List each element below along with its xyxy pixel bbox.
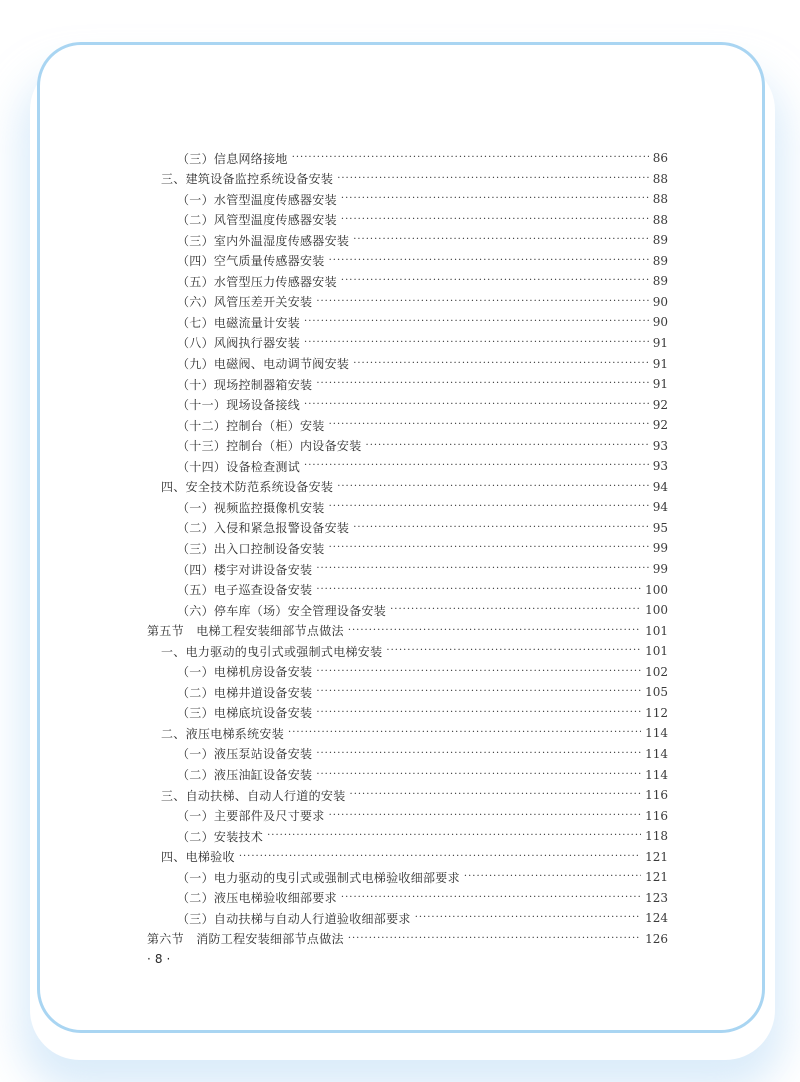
toc-entry-page: 126 — [645, 931, 668, 946]
toc-entry-page: 90 — [652, 315, 668, 330]
toc-entry-title: （二）电梯井道设备安装 — [177, 685, 313, 700]
dot-leader — [304, 315, 649, 329]
toc-entry-title: （六）停车库（场）安全管理设备安装 — [177, 603, 387, 618]
toc-entry-page: 91 — [652, 356, 668, 371]
toc-entry-page: 100 — [645, 603, 668, 618]
dot-leader — [304, 398, 649, 412]
toc-entry — [177, 559, 668, 579]
toc-entry — [147, 621, 668, 641]
dot-leader — [337, 172, 649, 186]
toc-entry-title: （十四）设备检查测试 — [177, 459, 301, 474]
toc-entry-title: （七）电磁流量计安装 — [177, 315, 301, 330]
toc-entry-page: 88 — [652, 192, 668, 207]
toc-entry — [177, 538, 668, 558]
toc-entry-page: 88 — [652, 212, 668, 227]
dot-leader — [316, 665, 641, 679]
toc-entry-title: 第六节 消防工程安装细部节点做法 — [147, 932, 344, 947]
toc-entry — [161, 169, 668, 189]
toc-entry — [177, 374, 668, 394]
dot-leader — [353, 521, 649, 535]
toc-entry-title: （十）现场控制器箱安装 — [177, 377, 313, 392]
dot-leader — [316, 377, 648, 391]
toc-entry — [177, 806, 668, 826]
toc-entry-page: 114 — [645, 767, 668, 782]
toc-entry-page: 92 — [652, 397, 668, 412]
toc-entry-page: 124 — [645, 911, 668, 926]
toc-entry-title: （一）水管型温度传感器安装 — [177, 192, 337, 207]
toc-entry — [177, 456, 668, 476]
toc-entry-title: 四、安全技术防范系统设备安装 — [161, 480, 334, 495]
toc-entry — [177, 497, 668, 517]
dot-leader — [353, 233, 649, 247]
toc-entry — [177, 251, 668, 271]
toc-entry-page: 105 — [645, 685, 668, 700]
toc-entry — [147, 929, 668, 949]
toc-entry-title: （三）自动扶梯与自动人行道验收细部要求 — [177, 911, 411, 926]
toc-entry-title: （二）液压电梯验收细部要求 — [177, 891, 337, 906]
dot-leader — [329, 254, 649, 268]
toc-entry — [177, 826, 668, 846]
dot-leader — [341, 891, 641, 905]
toc-entry-page: 123 — [645, 890, 668, 905]
toc-entry-title: （三）信息网络接地 — [177, 151, 288, 166]
toc-entry-title: （二）入侵和紧急报警设备安装 — [177, 521, 350, 536]
toc-entry — [177, 908, 668, 928]
dot-leader — [415, 911, 641, 925]
toc-entry-page: 118 — [645, 829, 668, 844]
toc-entry-title: （六）风管压差开关安装 — [177, 295, 313, 310]
toc-entry — [177, 230, 668, 250]
dot-leader — [464, 870, 641, 884]
toc-entry-page: 99 — [652, 541, 668, 556]
dot-leader — [316, 706, 641, 720]
dot-leader — [337, 480, 649, 494]
toc-entry — [161, 723, 668, 743]
toc-entry — [161, 785, 668, 805]
toc-entry — [177, 210, 668, 230]
toc-entry-title: 四、电梯验收 — [161, 850, 235, 865]
dot-leader — [316, 768, 641, 782]
toc-entry-page: 101 — [645, 623, 668, 638]
toc-entry — [177, 867, 668, 887]
toc-entry — [177, 312, 668, 332]
toc-entry — [177, 682, 668, 702]
page-number-folio: ·8· — [147, 952, 175, 966]
toc-entry-page: 92 — [652, 418, 668, 433]
toc-entry-title: （二）液压油缸设备安装 — [177, 768, 313, 782]
toc-entry — [161, 641, 668, 661]
dot-leader — [353, 357, 649, 371]
toc-entry — [177, 662, 668, 682]
toc-entry — [177, 415, 668, 435]
toc-entry-title: （二）风管型温度传感器安装 — [177, 213, 337, 228]
dot-leader — [341, 213, 649, 227]
toc-entry-title: （三）出入口控制设备安装 — [177, 541, 325, 556]
toc-entry-title: 二、液压电梯系统安装 — [161, 726, 285, 741]
toc-entry-page: 95 — [652, 520, 668, 535]
dot-leader — [288, 726, 641, 740]
dot-leader — [304, 459, 649, 473]
toc-entry-page: 102 — [645, 664, 668, 679]
dot-leader — [386, 644, 641, 658]
toc-entry-page: 99 — [652, 562, 668, 576]
toc-entry-title: （十三）控制台（柜）内设备安装 — [177, 439, 362, 454]
toc-entry-title: （一）液压泵站设备安装 — [177, 747, 313, 762]
dot-leader — [341, 192, 649, 206]
toc-entry-title: （四）空气质量传感器安装 — [177, 254, 325, 269]
dot-leader — [390, 603, 641, 617]
dot-leader — [348, 624, 641, 638]
toc-entry-page: 90 — [652, 294, 668, 309]
toc-entry-title: 第五节 电梯工程安装细部节点做法 — [147, 624, 344, 639]
toc-entry-title: （八）风阀执行器安装 — [177, 336, 301, 351]
dot-leader — [316, 583, 641, 597]
toc-entry-page: 121 — [645, 870, 668, 885]
toc-entry-page: 112 — [645, 705, 668, 720]
dot-leader — [329, 541, 649, 555]
toc-entry-page: 114 — [645, 746, 668, 761]
toc-entry-title: （三）电梯底坑设备安装 — [177, 706, 313, 721]
toc-entry — [177, 395, 668, 415]
dot-leader — [341, 274, 649, 288]
dot-leader — [316, 562, 648, 576]
toc-entry-page: 93 — [652, 459, 668, 474]
toc-entry — [177, 148, 668, 168]
toc-entry-page: 89 — [652, 274, 668, 289]
toc-entry — [161, 477, 668, 497]
toc-entry-page: 121 — [645, 849, 668, 864]
toc-entry-title: （四）楼宇对讲设备安装 — [177, 562, 313, 577]
toc-entry-title: 三、建筑设备监控系统设备安装 — [161, 172, 334, 187]
dot-leader — [304, 336, 649, 350]
toc-entry-page: 91 — [652, 377, 668, 392]
dot-leader — [292, 151, 649, 165]
toc-entry-page: 89 — [652, 233, 668, 248]
toc-entry — [161, 847, 668, 867]
toc-entry-page: 100 — [645, 582, 668, 597]
toc-entry-page: 88 — [652, 171, 668, 186]
toc-entry — [177, 888, 668, 908]
toc-entry-title: （九）电磁阀、电动调节阀安装 — [177, 357, 350, 371]
toc-entry — [177, 436, 668, 456]
toc-entry — [177, 765, 668, 785]
toc-entry — [177, 744, 668, 764]
dot-leader — [350, 788, 642, 802]
toc-entry-page: 86 — [652, 151, 668, 165]
toc-entry-title: （五）水管型压力传感器安装 — [177, 274, 337, 289]
dot-leader — [316, 295, 648, 309]
toc-entry — [177, 600, 668, 620]
toc-entry-page: 91 — [652, 335, 668, 350]
toc-entry — [177, 271, 668, 291]
toc-entry-title: （十二）控制台（柜）安装 — [177, 418, 325, 433]
toc-entry — [177, 580, 668, 600]
toc-entry-page: 94 — [652, 479, 668, 494]
toc-entry — [177, 354, 668, 374]
toc-entry — [177, 518, 668, 538]
dot-leader — [329, 809, 641, 823]
toc-entry-title: （三）室内外温湿度传感器安装 — [177, 233, 350, 248]
toc-entry-title: 三、自动扶梯、自动人行道的安装 — [161, 788, 346, 803]
toc-entry — [177, 703, 668, 723]
toc-entry — [177, 292, 668, 312]
toc-entry-title: （十一）现场设备接线 — [177, 398, 301, 413]
dot-leader — [316, 747, 641, 761]
toc-entry-title: （一）电力驱动的曳引式或强制式电梯验收细部要求 — [177, 870, 460, 885]
dot-leader — [329, 418, 649, 432]
toc-entry-title: （一）主要部件及尺寸要求 — [177, 809, 325, 824]
dot-leader — [366, 439, 649, 453]
dot-leader — [239, 850, 641, 864]
toc-entry-page: 93 — [652, 438, 668, 453]
toc-entry-title: （二）安装技术 — [177, 829, 264, 844]
dot-leader — [329, 500, 649, 514]
toc-entry-page: 114 — [645, 726, 668, 741]
toc-entry — [177, 189, 668, 209]
dot-leader — [348, 932, 641, 946]
toc-entry-page: 116 — [645, 788, 668, 803]
toc-entry-title: （一）电梯机房设备安装 — [177, 665, 313, 680]
toc-entry-title: 一、电力驱动的曳引式或强制式电梯安装 — [161, 644, 383, 659]
toc-entry-page: 94 — [652, 500, 668, 515]
toc-entry-page: 89 — [652, 253, 668, 268]
toc-entry — [177, 333, 668, 353]
toc-entry-page: 101 — [645, 644, 668, 659]
dot-leader — [267, 829, 641, 843]
toc-entry-page: 116 — [645, 808, 668, 823]
toc-entry-title: （五）电子巡查设备安装 — [177, 583, 313, 598]
dot-leader — [316, 685, 641, 699]
toc-entry-title: （一）视频监控摄像机安装 — [177, 500, 325, 515]
